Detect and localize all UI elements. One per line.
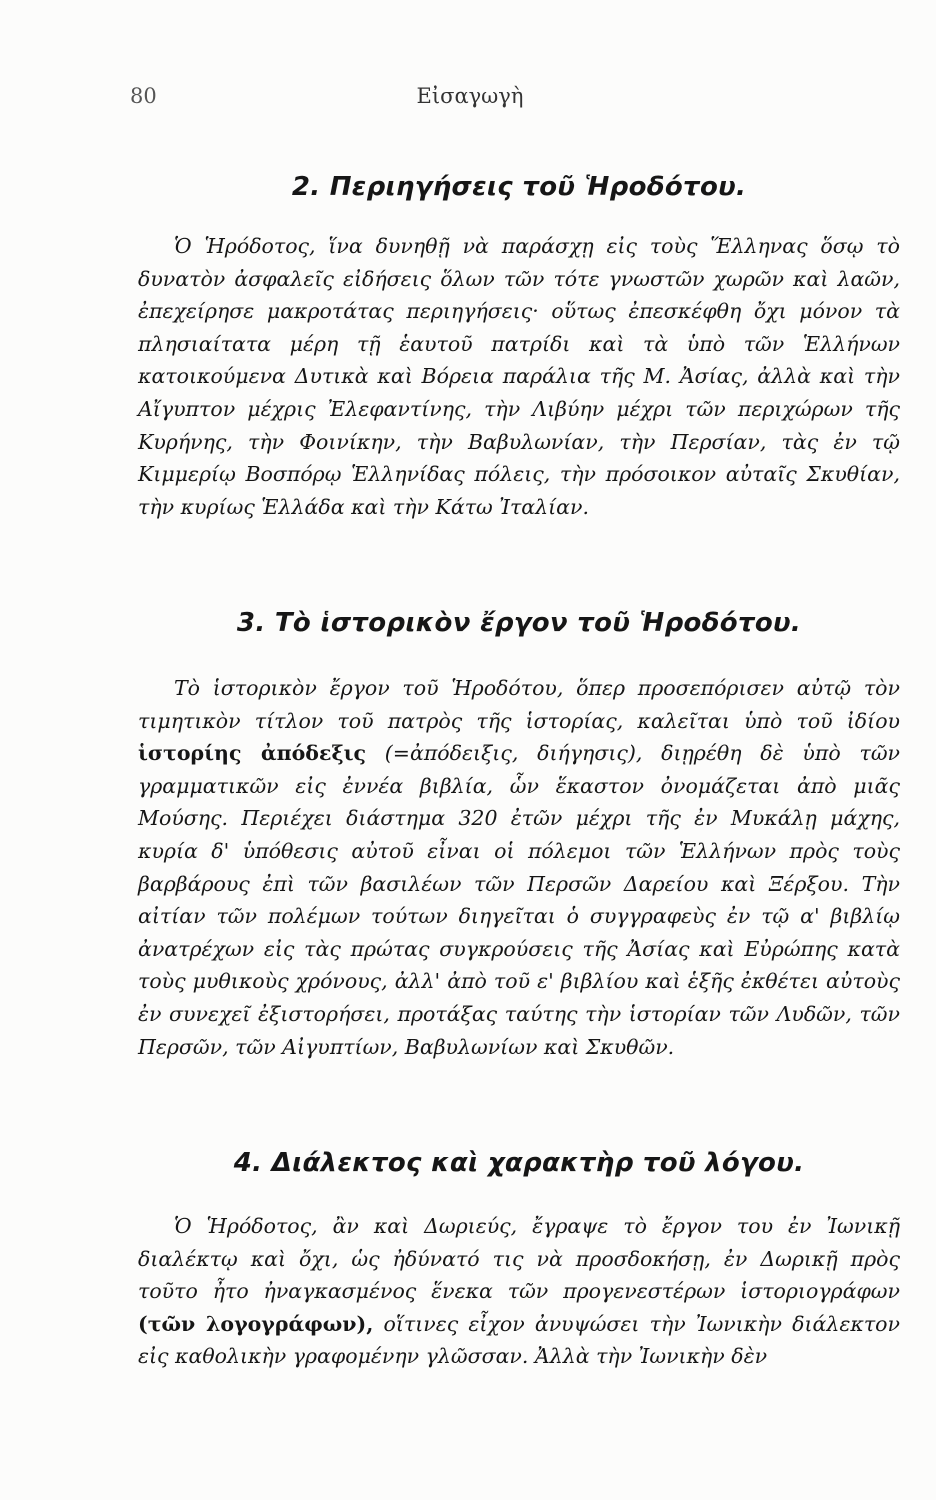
- section-4-text-start: Ὁ Ἡρόδοτος, ἂν καὶ Δωριεύς, ἔγραψε τὸ ἔργον του ἐν Ἰωνικῇ διαλέκτῳ καὶ ὄχι, ὡς ἠδύνατό τις νὰ προσδοκήσῃ, ἐν Δωρικῇ πρὸς τοῦτο ἦτο ἠναγκασμένος ἕνεκα τῶν προγενεστέρων ἱστοριογράφων: [138, 1214, 900, 1304]
- running-title: Εἰσαγωγὴ: [416, 84, 524, 108]
- section-2-heading: 2. Περιηγήσεις τοῦ Ἡροδότου.: [291, 172, 747, 202]
- section-3-text-start: Τὸ ἱστορικὸν ἔργον τοῦ Ἡροδότου, ὅπερ προσεπόρισεν αὐτῷ τὸν τιμητικὸν τίτλον τοῦ πατρὸς τῆς ἱστορίας, καλεῖται ὑπὸ τοῦ ἰδίου: [138, 676, 900, 733]
- page-number: 80: [130, 84, 157, 108]
- section-3-heading: 3. Τὸ ἱστορικὸν ἔργον τοῦ Ἡροδότου.: [236, 608, 802, 638]
- section-3-bold-term: ἱστορίης ἀπόδεξις: [138, 741, 366, 766]
- section-4-text-rest: οἵτινες εἶχον ἀνυψώσει τὴν Ἰωνικὴν διάλεκτον εἰς καθολικὴν γραφομένην γλῶσσαν. Ἀλλὰ τὴν Ἰωνικὴν δὲν: [138, 1311, 900, 1369]
- section-2: [138, 172, 900, 523]
- section-3-text-rest: (=ἀπόδειξις, διήγησις), διῃρέθη δὲ ὑπὸ τῶν γραμματικῶν εἰς ἐννέα βιβλία, ὧν ἕκαστον ὀνομάζεται ἀπὸ μιᾶς Μούσης. Περιέχει διάστημα 320 ἐτῶν μέχρι τῆς ἐν Μυκάλῃ μάχης, κυρία δ' ὑπόθεσις αὐτοῦ εἶναι οἱ πόλεμοι τῶν Ἑλλήνων πρὸς τοὺς βαρβάρους ἐπὶ τῶν βασιλέων τῶν Περσῶν Δαρείου καὶ Ξέρξου. Τὴν αἰτίαν τῶν πολέμων τούτων διηγεῖται ὁ συγγραφεὺς ἐν τῷ α' βιβλίῳ ἀνατρέχων εἰς τὰς πρώτας συγκρούσεις τῆς Ἀσίας καὶ Εὐρώπης κατὰ τοὺς μυθικοὺς χρόνους, ἀλλ' ἀπὸ τοῦ ε' βιβλίου καὶ ἑξῆς ἐκθέτει αὐτοὺς ἐν συνεχεῖ ἐξιστορήσει, προτάξας ταύτης τὴν ἱστορίαν τῶν Λυδῶν, τῶν Περσῶν, τῶν Αἰγυπτίων, Βαβυλωνίων καὶ Σκυθῶν.: [138, 741, 900, 1059]
- section-4-bold-term: (τῶν λογογράφων),: [138, 1311, 374, 1336]
- section-3-paragraph: [138, 672, 900, 1063]
- section-4-paragraph: [138, 1210, 900, 1373]
- section-4-heading: 4. Διάλεκτος καὶ χαρακτὴρ τοῦ λόγου.: [233, 1148, 805, 1178]
- section-4: [138, 1148, 900, 1373]
- running-head: [130, 84, 810, 114]
- section-2-paragraph: Ὁ Ἡρόδοτος, ἵνα δυνηθῇ νὰ παράσχῃ εἰς τοὺς Ἕλληνας ὅσῳ τὸ δυνατὸν ἀσφαλεῖς εἰδήσεις ὅλων τῶν τότε γνωστῶν χωρῶν καὶ λαῶν, ἐπεχείρησε μακροτάτας περιηγήσεις· οὕτως ἐπεσκέφθη ὄχι μόνον τὰ πλησιαίτατα μέρη τῇ ἑαυτοῦ πατρίδι καὶ τὰ ὑπὸ τῶν Ἑλλήνων κατοικούμενα Δυτικὰ καὶ Βόρεια παράλια τῆς Μ. Ἀσίας, ἀλλὰ καὶ τὴν Αἴγυπτον μέχρις Ἐλεφαντίνης, τὴν Λιβύην μέχρι τῶν περιχώρων τῆς Κυρήνης, τὴν Φοινίκην, τὴν Βαβυλωνίαν, τὴν Περσίαν, τὰς ἐν τῷ Κιμμερίῳ Βοσπόρῳ Ἑλληνίδας πόλεις, τὴν πρόσοικον αὐταῖς Σκυθίαν, τὴν κυρίως Ἑλλάδα καὶ τὴν Κάτω Ἰταλίαν.: [138, 234, 900, 519]
- section-3: [138, 608, 900, 1063]
